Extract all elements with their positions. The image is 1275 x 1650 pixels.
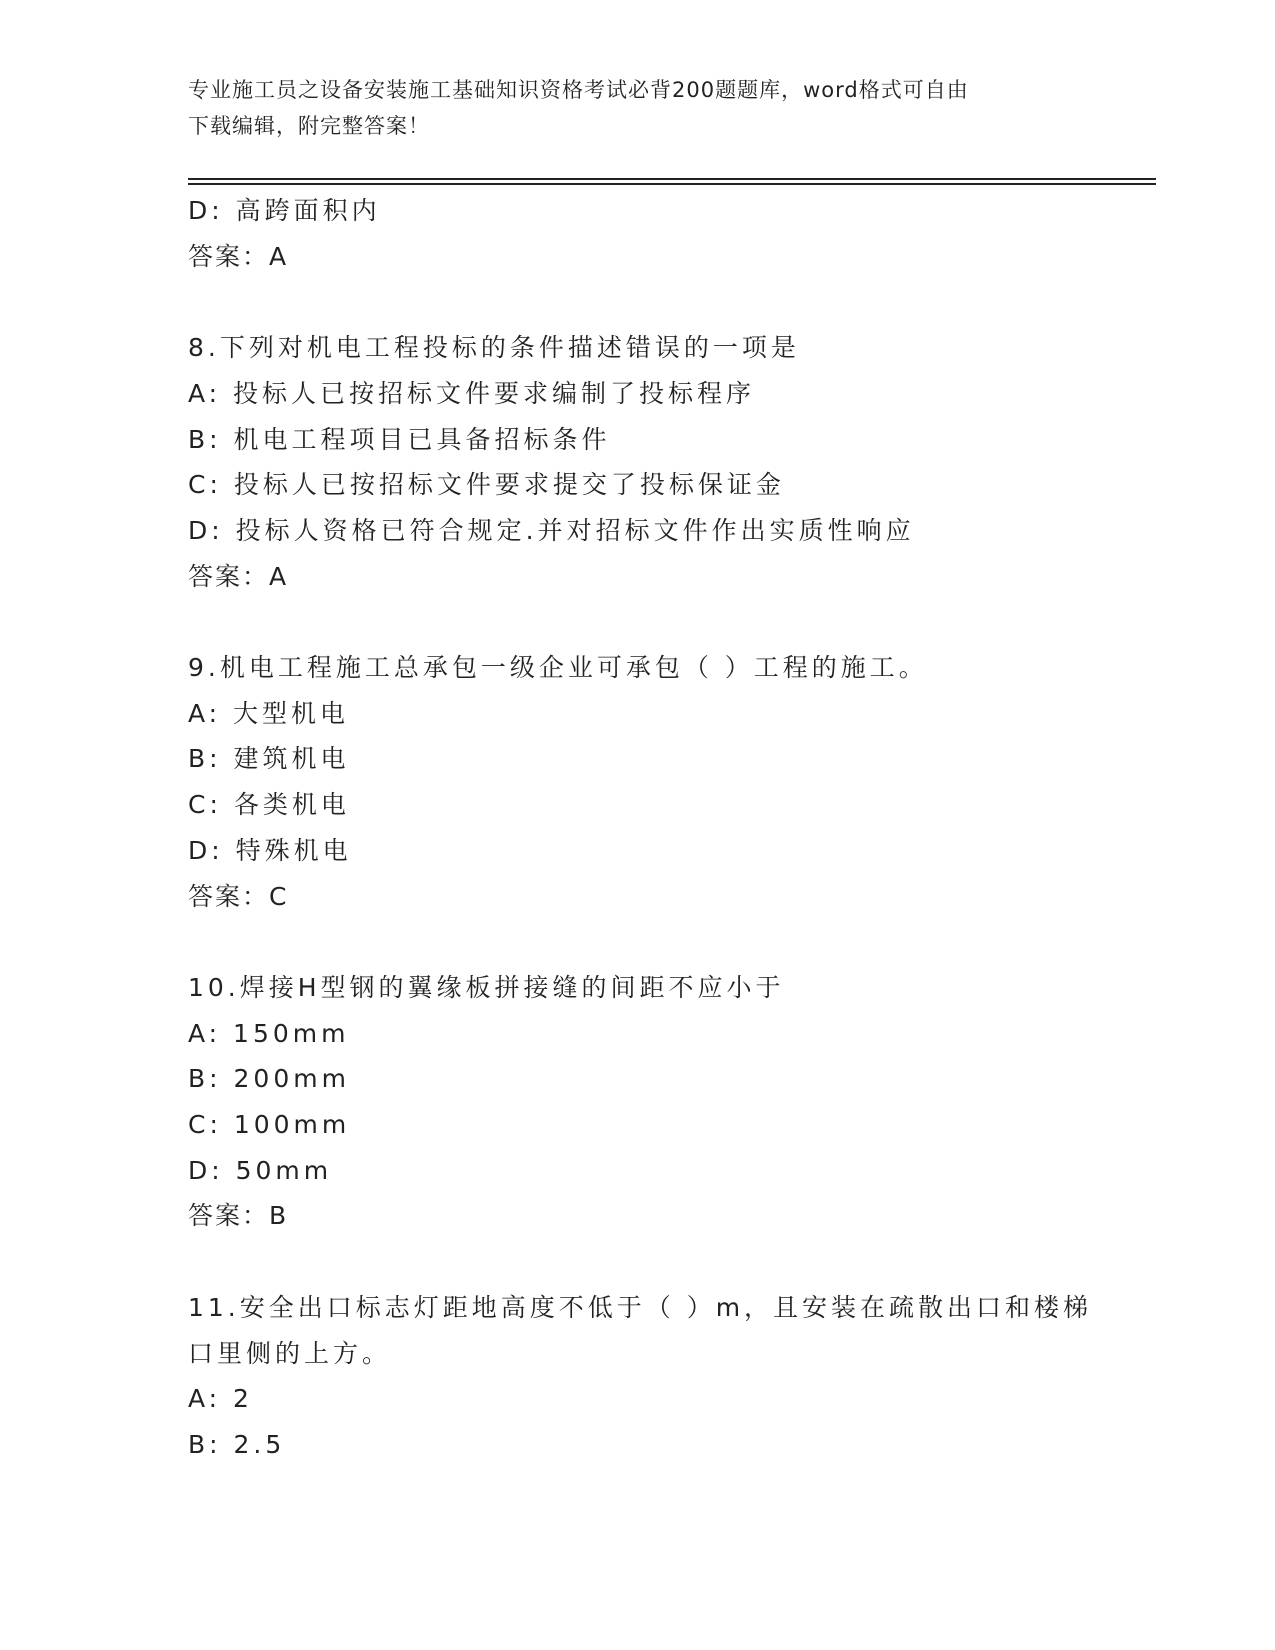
- document-header: [188, 72, 1088, 144]
- option-c: C: 各类机电: [188, 790, 350, 820]
- header-divider-top: [188, 178, 1156, 180]
- question-stem-line-2: 口里侧的上方。: [188, 1338, 392, 1368]
- option-b: B: 机电工程项目已具备招标条件: [188, 424, 611, 454]
- question-stem: 10.焊接H型钢的翼缘板拼接缝的间距不应小于: [188, 972, 785, 1002]
- question-10: [188, 965, 1156, 1239]
- question-stem-line-1: 11.安全出口标志灯距地高度不低于（ ）m，且安装在疏散出口和楼梯: [188, 1292, 1093, 1322]
- question-stem: 8.下列对机电工程投标的条件描述错误的一项是: [188, 333, 800, 363]
- option-c: C: 100mm: [188, 1110, 351, 1140]
- option-d: D: 投标人资格已符合规定.并对招标文件作出实质性响应: [188, 515, 915, 545]
- header-divider-bottom: [188, 183, 1156, 185]
- option-c: C: 投标人已按招标文件要求提交了投标保证金: [188, 470, 785, 500]
- answer: 答案：C: [188, 881, 289, 911]
- option-b: B: 200mm: [188, 1064, 350, 1094]
- question-content: [188, 188, 1156, 1468]
- option-b: B: 建筑机电: [188, 744, 350, 774]
- question-11: [188, 1285, 1156, 1468]
- option-d: D: 特殊机电: [188, 835, 352, 865]
- header-line-1: 专业施工员之设备安装施工基础知识资格考试必背200题题库，word格式可自由: [188, 78, 969, 102]
- option-d: D: 50mm: [188, 1155, 333, 1185]
- answer: 答案：A: [188, 561, 289, 591]
- option-b: B: 2.5: [188, 1429, 286, 1459]
- question-9: [188, 645, 1156, 919]
- answer: 答案：B: [188, 1201, 289, 1231]
- question-stem: 9.机电工程施工总承包一级企业可承包（ ）工程的施工。: [188, 653, 928, 682]
- option-a: A: 150mm: [188, 1018, 350, 1048]
- answer: 答案：A: [188, 241, 289, 271]
- header-line-2: 下载编辑，附完整答案！: [188, 114, 430, 138]
- option-d: D: 高跨面积内: [188, 196, 381, 225]
- question-8: [188, 325, 1156, 599]
- question-fragment-7: [188, 188, 1156, 279]
- option-a: A: 大型机电: [188, 698, 350, 728]
- option-a: A: 投标人已按招标文件要求编制了投标程序: [188, 378, 756, 408]
- option-a: A: 2: [188, 1384, 253, 1414]
